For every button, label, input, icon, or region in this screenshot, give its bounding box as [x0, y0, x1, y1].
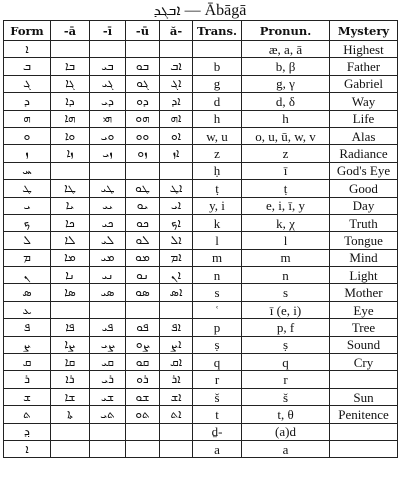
cell-vowel-prefix: ܐܒ	[160, 58, 193, 75]
table-row	[4, 162, 398, 179]
cell-form: ܡ	[4, 249, 51, 266]
cell-mystery: Good	[330, 180, 398, 197]
cell-mystery: Eye	[330, 301, 398, 318]
cell-vowel-a: ܨܐ	[51, 336, 90, 353]
cell-mystery: Tree	[330, 319, 398, 336]
cell-vowel-a: ܫܐ	[51, 388, 90, 405]
cell-vowel-a: ܒܐ	[51, 58, 90, 75]
cell-trans: t	[193, 406, 242, 423]
cell-vowel-u: ܗܘ	[126, 110, 160, 127]
cell-vowel-prefix: ܐܢ	[160, 267, 193, 284]
cell-mystery: Tongue	[330, 232, 398, 249]
cell-form: ܐ	[4, 41, 51, 58]
cell-vowel-u: ܬܘ	[126, 406, 160, 423]
cell-vowel-prefix: ܐܘ	[160, 127, 193, 144]
cell-vowel-i: ܝܝ	[90, 197, 126, 214]
cell-vowel-prefix: ܐܗ	[160, 110, 193, 127]
cell-vowel-a: ܟܐ	[51, 214, 90, 231]
cell-pronun: h	[242, 110, 330, 127]
cell-mystery: Cry	[330, 354, 398, 371]
cell-trans	[193, 41, 242, 58]
cell-pronun: ī (e, i)	[242, 301, 330, 318]
cell-trans: k	[193, 214, 242, 231]
cell-vowel-i: ܟܝ	[90, 214, 126, 231]
table-row	[4, 371, 398, 388]
cell-pronun: o, u, ū, w, v	[242, 127, 330, 144]
cell-vowel-prefix: ܐܟ	[160, 214, 193, 231]
cell-form: ܓ	[4, 75, 51, 92]
cell-mystery: Sun	[330, 388, 398, 405]
cell-trans: ḥ	[193, 162, 242, 179]
cell-vowel-a: ܗܐ	[51, 110, 90, 127]
cell-vowel-a	[51, 162, 90, 179]
cell-vowel-i	[90, 41, 126, 58]
cell-vowel-u: ܨܘ	[126, 336, 160, 353]
cell-vowel-prefix: ܐܡ	[160, 249, 193, 266]
cell-mystery: Highest	[330, 41, 398, 58]
cell-vowel-u	[126, 301, 160, 318]
cell-vowel-u: ܠܘ	[126, 232, 160, 249]
cell-trans: ʿ	[193, 301, 242, 318]
cell-vowel-a: ܛܐ	[51, 180, 90, 197]
header-row	[4, 21, 398, 41]
cell-mystery: God's Eye	[330, 162, 398, 179]
cell-mystery: Penitence	[330, 406, 398, 423]
cell-vowel-prefix: ܐܦ	[160, 319, 193, 336]
cell-pronun: g, γ	[242, 75, 330, 92]
header-form: Form	[4, 21, 51, 41]
cell-mystery: Day	[330, 197, 398, 214]
cell-vowel-i: ܪܝ	[90, 371, 126, 388]
header-vowel-u: -ū	[126, 21, 160, 41]
cell-trans: p	[193, 319, 242, 336]
cell-vowel-u	[126, 440, 160, 457]
cell-vowel-u: ܛܘ	[126, 180, 160, 197]
cell-mystery: Light	[330, 267, 398, 284]
table-row	[4, 75, 398, 92]
table-row	[4, 440, 398, 457]
table-row	[4, 41, 398, 58]
cell-pronun: k, χ	[242, 214, 330, 231]
cell-vowel-u: ܡܘ	[126, 249, 160, 266]
table-row	[4, 267, 398, 284]
cell-vowel-u: ܙܘ	[126, 145, 160, 162]
cell-mystery: Gabriel	[330, 75, 398, 92]
cell-pronun: (a)d	[242, 423, 330, 440]
cell-vowel-a: ܝܐ	[51, 197, 90, 214]
cell-form: ܢ	[4, 267, 51, 284]
cell-vowel-a	[51, 423, 90, 440]
cell-vowel-prefix: ܐܓ	[160, 75, 193, 92]
cell-trans: š	[193, 388, 242, 405]
cell-mystery: Radiance	[330, 145, 398, 162]
cell-form: ܙ	[4, 145, 51, 162]
cell-form: ܩ	[4, 354, 51, 371]
cell-pronun: b, β	[242, 58, 330, 75]
cell-mystery	[330, 423, 398, 440]
cell-vowel-a: ܩܐ	[51, 354, 90, 371]
cell-vowel-u: ܪܘ	[126, 371, 160, 388]
cell-form: ܚ	[4, 162, 51, 179]
cell-vowel-a: ܪܐ	[51, 371, 90, 388]
cell-pronun: e, i, ī, y	[242, 197, 330, 214]
table-row	[4, 319, 398, 336]
table-row	[4, 301, 398, 318]
cell-vowel-u	[126, 41, 160, 58]
cell-vowel-u	[126, 162, 160, 179]
cell-form: ܥ	[4, 301, 51, 318]
cell-vowel-a: ܓܐ	[51, 75, 90, 92]
cell-pronun: š	[242, 388, 330, 405]
cell-vowel-u: ܒܘ	[126, 58, 160, 75]
table-row	[4, 423, 398, 440]
header-vowel-prefix: ă-	[160, 21, 193, 41]
cell-pronun: l	[242, 232, 330, 249]
cell-vowel-prefix: ܐܬ	[160, 406, 193, 423]
table-row	[4, 249, 398, 266]
cell-vowel-prefix: ܐܩ	[160, 354, 193, 371]
cell-vowel-i: ܣܝ	[90, 284, 126, 301]
page-title	[0, 0, 400, 20]
cell-form: ܠ	[4, 232, 51, 249]
title-text: Ābāgā	[204, 2, 247, 19]
cell-trans: s	[193, 284, 242, 301]
cell-vowel-a	[51, 440, 90, 457]
cell-vowel-u: ܓܘ	[126, 75, 160, 92]
cell-vowel-i: ܓܝ	[90, 75, 126, 92]
table-row	[4, 336, 398, 353]
cell-trans: ṣ	[193, 336, 242, 353]
title-dash: —	[180, 2, 205, 19]
cell-form: ܪ	[4, 371, 51, 388]
cell-vowel-i: ܕܝ	[90, 93, 126, 110]
table-row	[4, 127, 398, 144]
cell-vowel-i: ܦܝ	[90, 319, 126, 336]
cell-vowel-prefix	[160, 440, 193, 457]
cell-mystery: Alas	[330, 127, 398, 144]
cell-vowel-prefix: ܐܪ	[160, 371, 193, 388]
cell-pronun: ī	[242, 162, 330, 179]
cell-form: ܝ	[4, 197, 51, 214]
cell-vowel-u: ܟܘ	[126, 214, 160, 231]
table-row	[4, 58, 398, 75]
cell-mystery: Truth	[330, 214, 398, 231]
table-row	[4, 284, 398, 301]
alphabet-table	[3, 20, 398, 458]
cell-vowel-i: ܩܝ	[90, 354, 126, 371]
cell-mystery: Sound	[330, 336, 398, 353]
cell-vowel-prefix: ܐܣ	[160, 284, 193, 301]
cell-mystery: Mind	[330, 249, 398, 266]
cell-vowel-a: ܢܐ	[51, 267, 90, 284]
cell-pronun: p, f	[242, 319, 330, 336]
cell-trans: z	[193, 145, 242, 162]
cell-vowel-a: ܦܐ	[51, 319, 90, 336]
cell-vowel-a: ܠܐ	[51, 232, 90, 249]
cell-vowel-a: ܣܐ	[51, 284, 90, 301]
cell-form: ܗ	[4, 110, 51, 127]
cell-trans: w, u	[193, 127, 242, 144]
cell-vowel-u: ܕܘ	[126, 93, 160, 110]
table-row	[4, 354, 398, 371]
cell-pronun: r	[242, 371, 330, 388]
cell-trans: h	[193, 110, 242, 127]
cell-trans: m	[193, 249, 242, 266]
cell-trans: q	[193, 354, 242, 371]
cell-form: ܕ݂	[4, 423, 51, 440]
cell-vowel-prefix: ܐܙ	[160, 145, 193, 162]
header-mystery: Mystery	[330, 21, 398, 41]
cell-form: ܬ	[4, 406, 51, 423]
cell-trans: r	[193, 371, 242, 388]
cell-vowel-i: ܠܝ	[90, 232, 126, 249]
cell-mystery: Mother	[330, 284, 398, 301]
cell-vowel-i	[90, 301, 126, 318]
cell-trans: ṭ	[193, 180, 242, 197]
cell-pronun: d, δ	[242, 93, 330, 110]
cell-vowel-u: ܩܘ	[126, 354, 160, 371]
cell-vowel-prefix	[160, 41, 193, 58]
cell-form: ܣ	[4, 284, 51, 301]
cell-trans: ḏ-	[193, 423, 242, 440]
cell-vowel-u: ܦܘ	[126, 319, 160, 336]
cell-pronun: t, θ	[242, 406, 330, 423]
cell-pronun: n	[242, 267, 330, 284]
cell-form: ܛ	[4, 180, 51, 197]
cell-pronun: ṣ	[242, 336, 330, 353]
header-pronun: Pronun.	[242, 21, 330, 41]
cell-trans: a	[193, 440, 242, 457]
cell-pronun: m	[242, 249, 330, 266]
cell-vowel-i	[90, 423, 126, 440]
cell-trans: b	[193, 58, 242, 75]
cell-vowel-prefix: ܐܫ	[160, 388, 193, 405]
cell-vowel-prefix: ܐܨ	[160, 336, 193, 353]
cell-vowel-i: ܨܝ	[90, 336, 126, 353]
cell-vowel-i: ܢܝ	[90, 267, 126, 284]
cell-vowel-a: ܡܐ	[51, 249, 90, 266]
cell-pronun: z	[242, 145, 330, 162]
cell-mystery: Father	[330, 58, 398, 75]
header-vowel-i: -ī	[90, 21, 126, 41]
cell-trans: l	[193, 232, 242, 249]
cell-vowel-a: ܕܐ	[51, 93, 90, 110]
cell-pronun: ṭ	[242, 180, 330, 197]
cell-form: ܨ	[4, 336, 51, 353]
cell-vowel-prefix: ܐܛ	[160, 180, 193, 197]
title-script: ܐܒܓܕ	[153, 1, 181, 19]
cell-trans: n	[193, 267, 242, 284]
cell-vowel-i: ܗܝ	[90, 110, 126, 127]
table-row	[4, 214, 398, 231]
cell-pronun: æ, a, ā	[242, 41, 330, 58]
table-row	[4, 406, 398, 423]
cell-pronun: s	[242, 284, 330, 301]
cell-vowel-a: ܙܐ	[51, 145, 90, 162]
cell-vowel-a	[51, 41, 90, 58]
table-row	[4, 93, 398, 110]
cell-pronun: a	[242, 440, 330, 457]
cell-vowel-prefix: ܐܝ	[160, 197, 193, 214]
cell-vowel-prefix	[160, 301, 193, 318]
cell-trans: y, i	[193, 197, 242, 214]
cell-pronun: q	[242, 354, 330, 371]
cell-vowel-u: ܝܘ	[126, 197, 160, 214]
cell-mystery: Life	[330, 110, 398, 127]
cell-form: ܐ	[4, 440, 51, 457]
cell-vowel-prefix	[160, 162, 193, 179]
cell-form: ܦ	[4, 319, 51, 336]
cell-form: ܘ	[4, 127, 51, 144]
cell-vowel-i: ܬܝ	[90, 406, 126, 423]
cell-mystery	[330, 371, 398, 388]
cell-vowel-a: ܬܐ	[51, 406, 90, 423]
table-row	[4, 232, 398, 249]
cell-form: ܟ	[4, 214, 51, 231]
cell-vowel-i: ܛܝ	[90, 180, 126, 197]
cell-vowel-i: ܡܝ	[90, 249, 126, 266]
cell-vowel-u: ܫܘ	[126, 388, 160, 405]
cell-vowel-i	[90, 440, 126, 457]
cell-vowel-u: ܣܘ	[126, 284, 160, 301]
cell-vowel-a	[51, 301, 90, 318]
cell-vowel-prefix: ܐܕ	[160, 93, 193, 110]
table-row	[4, 110, 398, 127]
header-trans: Trans.	[193, 21, 242, 41]
cell-vowel-i: ܘܝ	[90, 127, 126, 144]
cell-vowel-u: ܘܘ	[126, 127, 160, 144]
cell-mystery: Way	[330, 93, 398, 110]
table-row	[4, 197, 398, 214]
cell-vowel-a: ܘܐ	[51, 127, 90, 144]
cell-vowel-prefix	[160, 423, 193, 440]
cell-trans: g	[193, 75, 242, 92]
table-row	[4, 388, 398, 405]
cell-vowel-prefix: ܐܠ	[160, 232, 193, 249]
cell-form: ܒ	[4, 58, 51, 75]
cell-vowel-i: ܙܝ	[90, 145, 126, 162]
table-row	[4, 180, 398, 197]
header-vowel-a: -ā	[51, 21, 90, 41]
table-row	[4, 145, 398, 162]
cell-vowel-u: ܢܘ	[126, 267, 160, 284]
cell-vowel-i	[90, 162, 126, 179]
cell-mystery	[330, 440, 398, 457]
cell-form: ܕ	[4, 93, 51, 110]
cell-vowel-i: ܒܝ	[90, 58, 126, 75]
cell-trans: d	[193, 93, 242, 110]
cell-vowel-u	[126, 423, 160, 440]
cell-form: ܫ	[4, 388, 51, 405]
cell-vowel-i: ܫܝ	[90, 388, 126, 405]
